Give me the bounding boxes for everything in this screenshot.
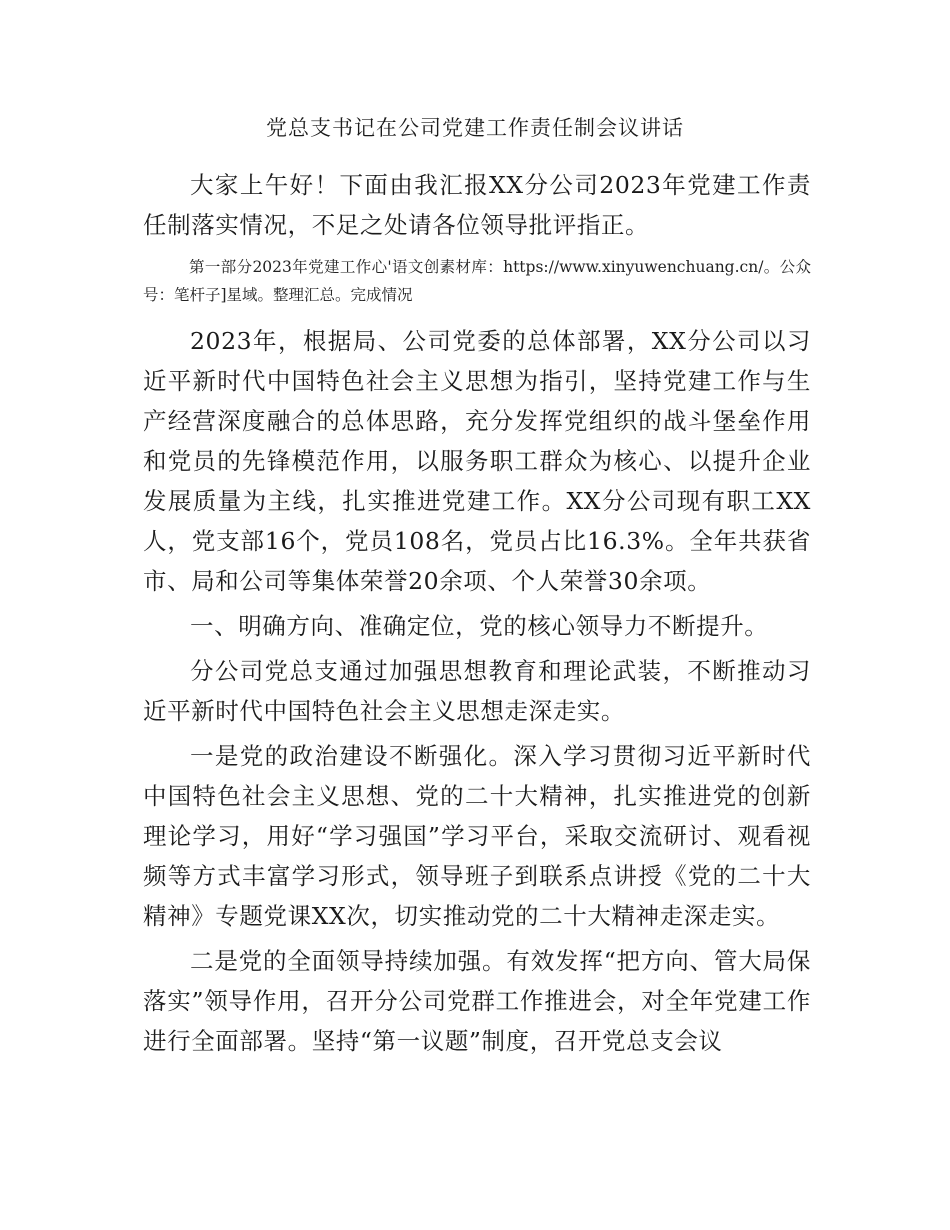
section-heading-one: 一、明确方向、准确定位，党的核心领导力不断提升。	[190, 612, 769, 640]
greeting-paragraph: 大家上午好！下面由我汇报XX分公司2023年党建工作责任制落实情况，不足之处请各位领导批评指正。	[143, 171, 811, 239]
body-paragraph-leadership: 二是党的全面领导持续加强。有效发挥“把方向、管大局保落实”领导作用，召开分公司党群工作推进会，对全年党建工作进行全面部署。坚持“第一议题”制度，召开党总支会议	[143, 947, 811, 1055]
document-title: 党总支书记在公司党建工作责任制会议讲话	[266, 116, 684, 140]
body-paragraph-theory: 分公司党总支通过加强思想教育和理论武装，不断推动习近平新时代中国特色社会主义思想走深走实。	[143, 657, 811, 725]
body-paragraph-overview: 2023年，根据局、公司党委的总体部署，XX分公司以习近平新时代中国特色社会主义思想为指引，坚持党建工作与生产经营深度融合的总体思路，充分发挥党组织的战斗堡垒作用和党员的先锋模范作用，以服务职工群众为核心、以提升企业发展质量为主线，扎实推进党建工作。XX分公司现有职工XX人，党支部16个，党员108名，党员占比16.3%。全年共获省市、局和公司等集体荣誉20余项、个人荣誉30余项。	[143, 327, 811, 595]
body-paragraph-political: 一是党的政治建设不断强化。深入学习贯彻习近平新时代中国特色社会主义思想、党的二十大精神，扎实推进党的创新理论学习，用好“学习强国”学习平台，采取交流研讨、观看视频等方式丰富学习形式，领导班子到联系点讲授《党的二十大精神》专题党课XX次，切实推动党的二十大精神走深走实。	[143, 742, 811, 930]
section-note: 第一部分2023年党建工作心'语文创素材库：https://www.xinyuwenchuang.cn/。公众号：笔杆子]星域。整理汇总。完成情况	[143, 258, 811, 304]
document-body	[143, 165, 811, 1061]
